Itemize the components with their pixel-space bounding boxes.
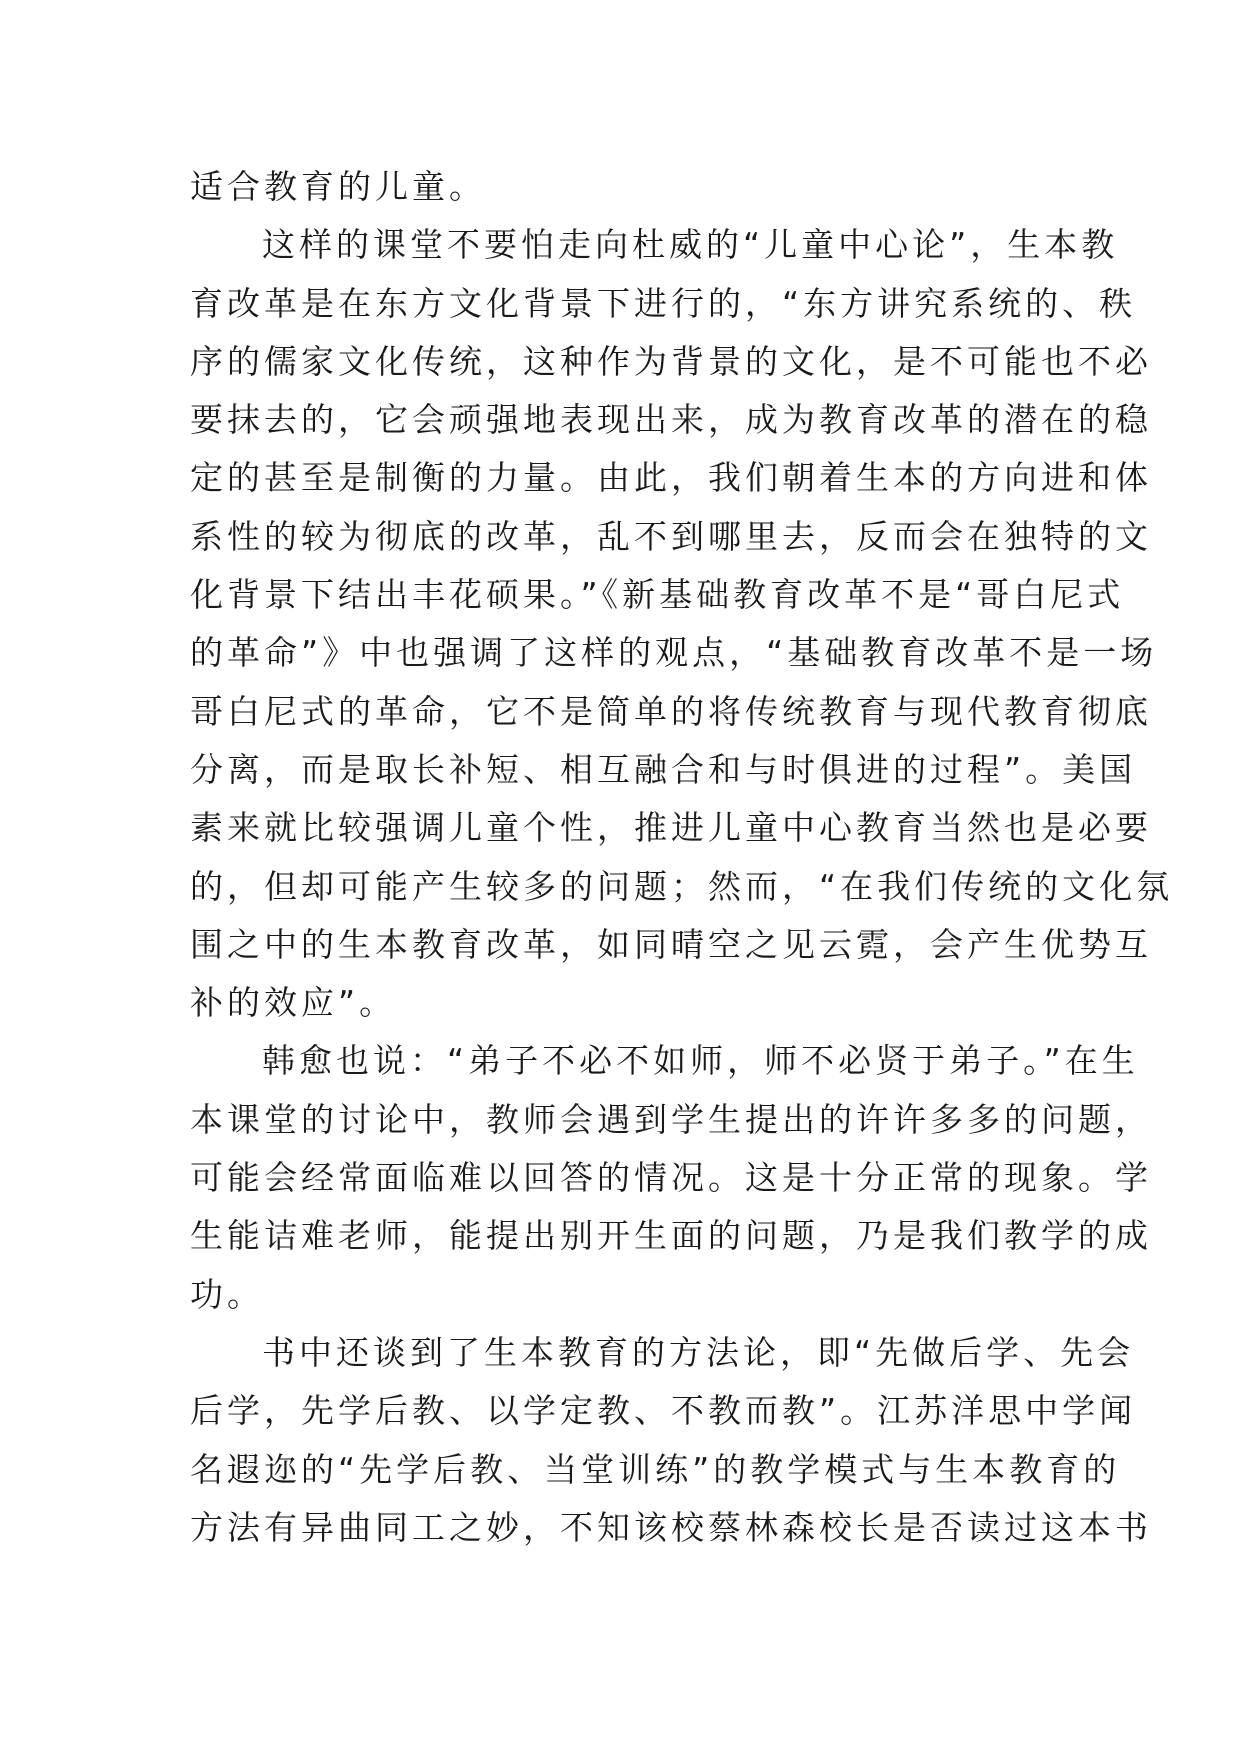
text-line: 要抹去的，它会顽强地表现出来，成为教育改革的潜在的稳: [190, 400, 1152, 440]
text-line: 功。: [190, 1274, 264, 1314]
text-line: 系性的较为彻底的改革，乱不到哪里去，反而会在独特的文: [190, 516, 1152, 556]
text-line: 名遐迩的“先学后教、当堂训练”的教学模式与生本教育的: [190, 1449, 1121, 1489]
text-line: 适合教育的儿童。: [190, 167, 486, 206]
text-line: 本课堂的讨论中，教师会遇到学生提出的许许多多的问题，: [190, 1099, 1152, 1139]
text-line: 后学，先学后教、以学定教、不教而教”。江苏洋思中学闻: [190, 1391, 1137, 1431]
text-line: 书中还谈到了生本教育的方法论，即“先做后学、先会: [262, 1332, 1135, 1372]
text-line: 方法有异曲同工之妙，不知该校蔡林森校长是否读过这本书: [190, 1507, 1152, 1547]
text-line: 素来就比较强调儿童个性，推进儿童中心教育当然也是必要: [190, 808, 1152, 848]
text-line: 的，但却可能产生较多的问题；然而，“在我们传统的文化氛: [190, 866, 1174, 906]
text-line: 哥白尼式的革命，它不是简单的将传统教育与现代教育彻底: [190, 691, 1152, 731]
text-line: 化背景下结出丰花硕果。”《新基础教育改革不是“哥白尼式: [190, 575, 1125, 615]
text-line: 补的效应”。: [190, 983, 397, 1023]
text-line: 定的甚至是制衡的力量。由此，我们朝着生本的方向进和体: [190, 458, 1152, 498]
text-line: 序的儒家文化传统，这种作为背景的文化，是不可能也不必: [190, 341, 1152, 381]
document-body: [190, 158, 1174, 1557]
text-line: 生能诘难老师，能提出别开生面的问题，乃是我们教学的成: [190, 1216, 1152, 1256]
text-line: 韩愈也说：“弟子不必不如师，师不必贤于弟子。”在生: [262, 1041, 1139, 1081]
text-line: 育改革是在东方文化背景下进行的，“东方讲究系统的、秩: [190, 283, 1137, 323]
text-line: 分离，而是取长补短、相互融合和与时俱进的过程”。美国: [190, 749, 1137, 789]
text-line: 这样的课堂不要怕走向杜威的“儿童中心论”，生本教: [262, 225, 1119, 265]
text-line: 的革命”》中也强调了这样的观点，“基础教育改革不是一场: [190, 633, 1158, 673]
text-line: 围之中的生本教育改革，如同晴空之见云霓，会产生优势互: [190, 924, 1152, 964]
text-line: 可能会经常面临难以回答的情况。这是十分正常的现象。学: [190, 1158, 1152, 1198]
